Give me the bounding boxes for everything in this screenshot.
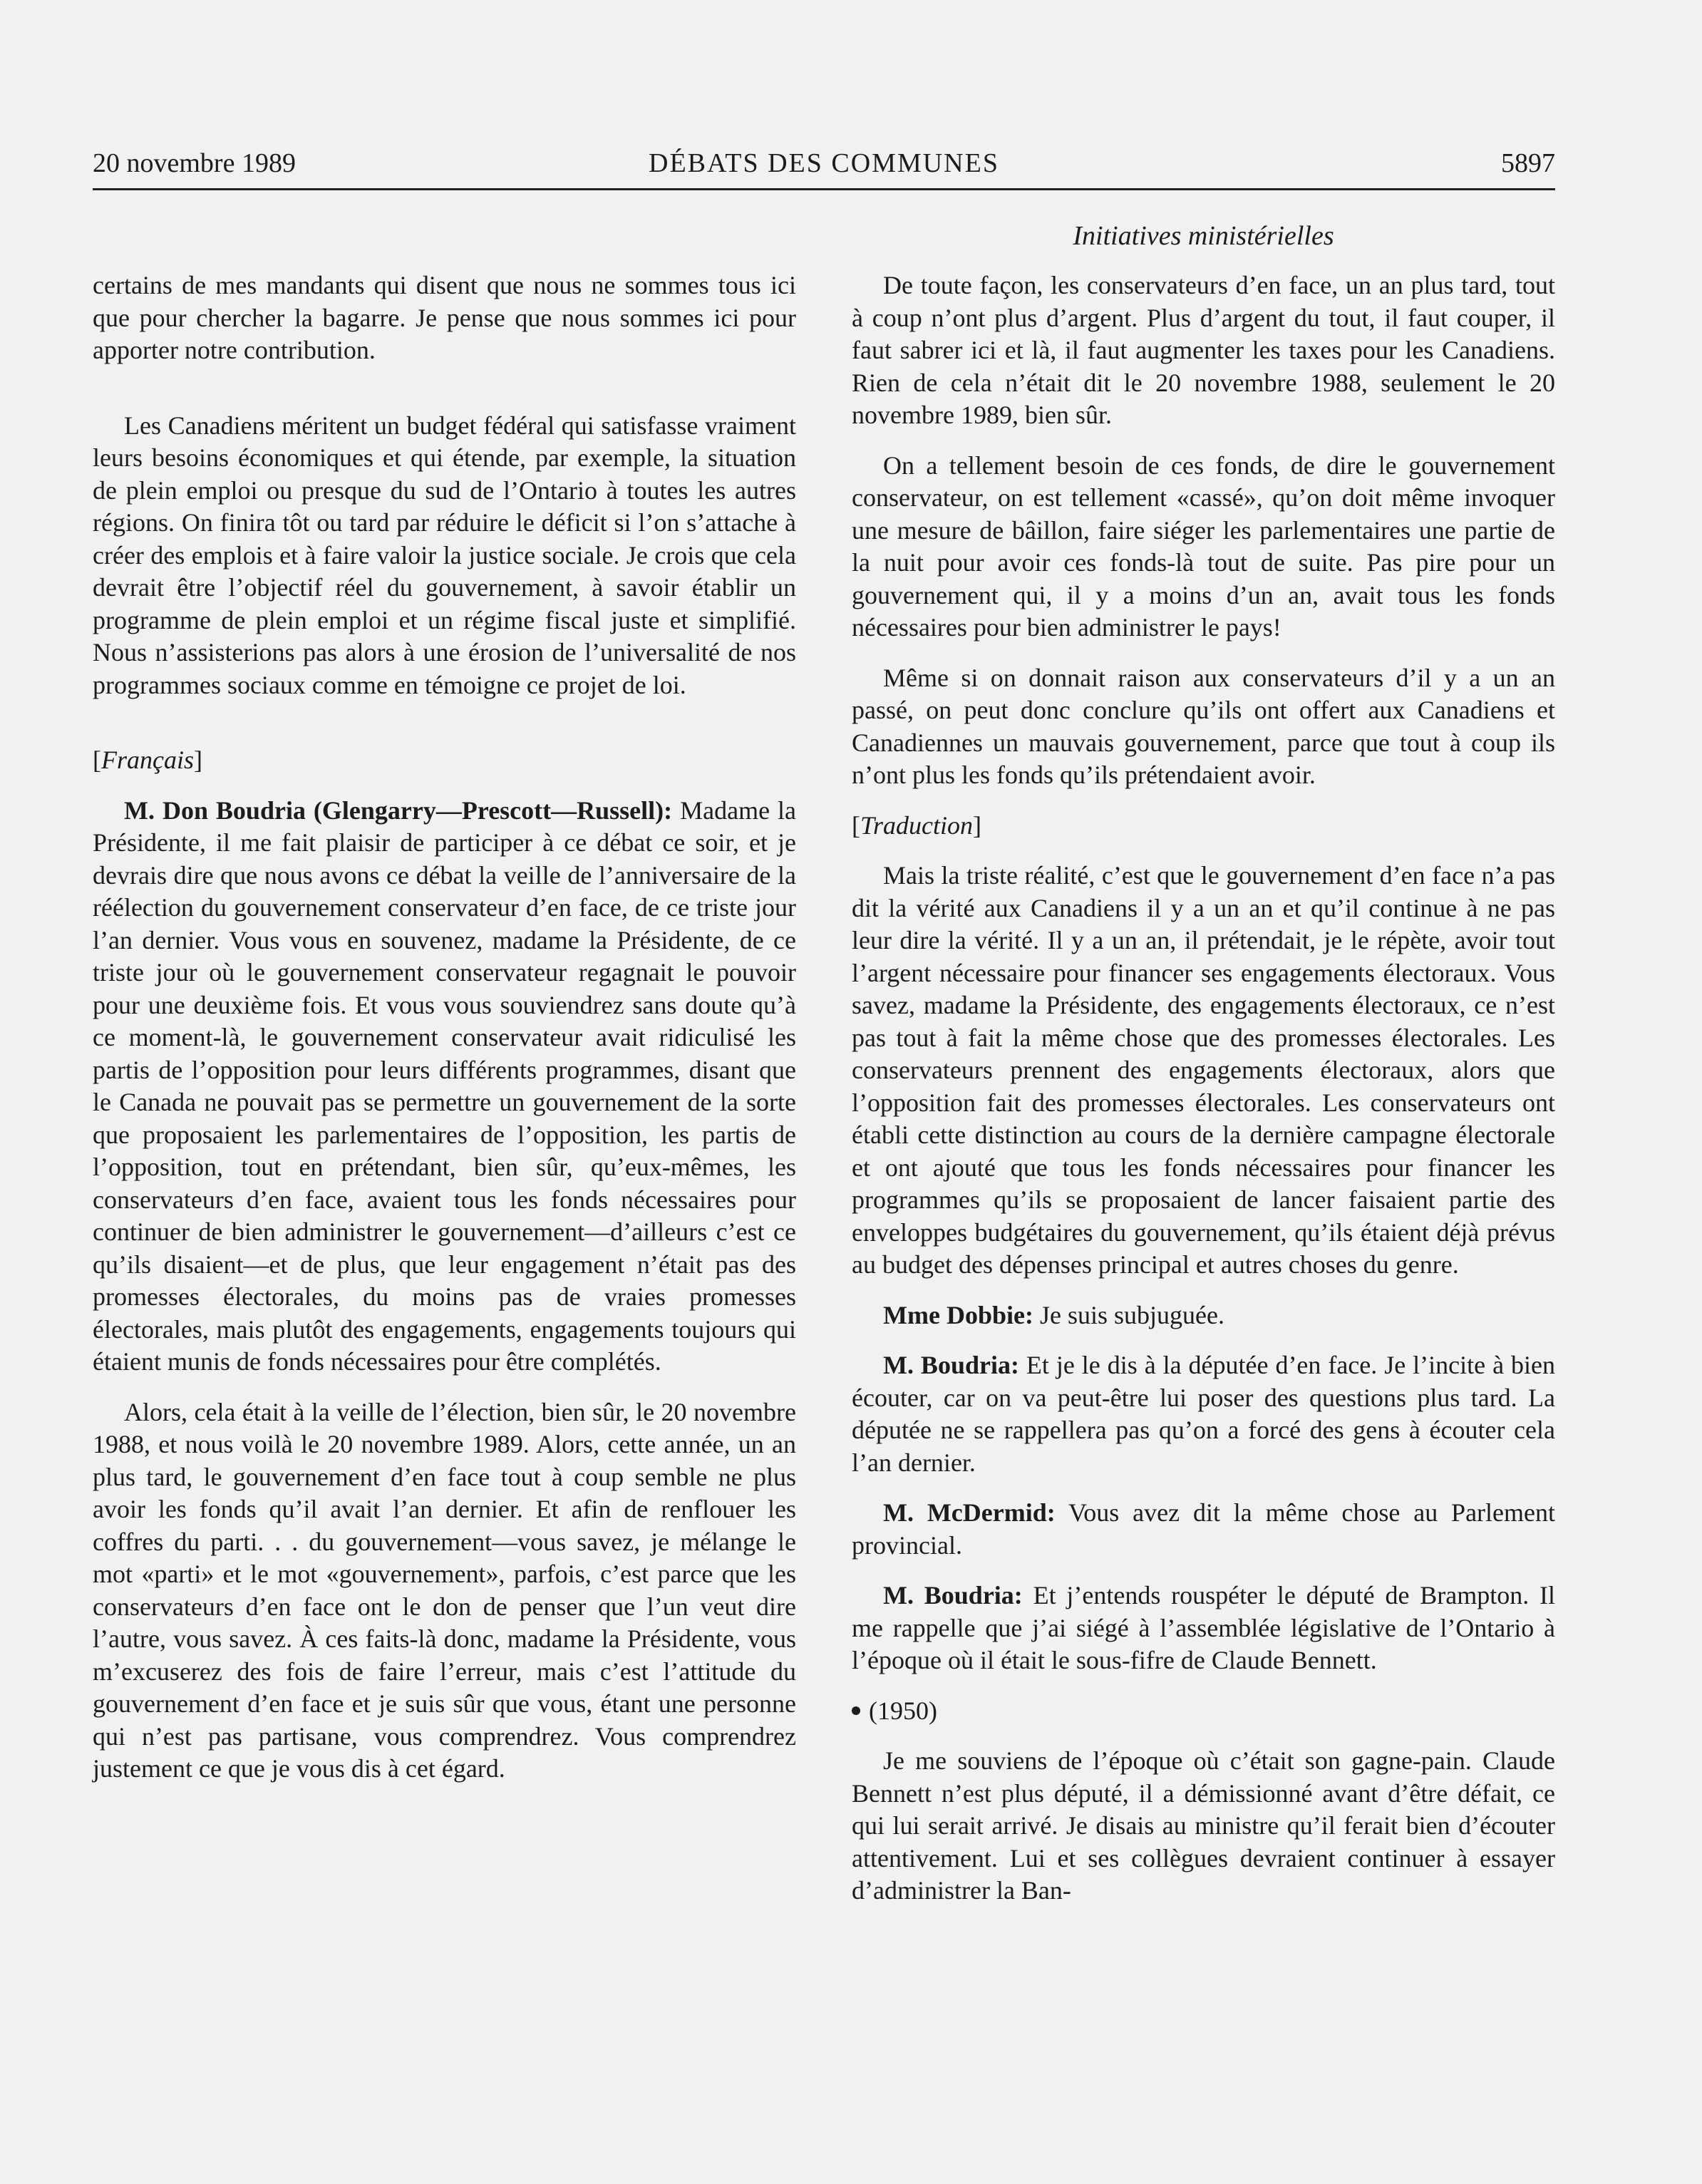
paragraph: Les Canadiens méritent un budget fédéral qui satisfasse vraiment leurs besoins économiques et qui étende, par exemple, la situation de plein emploi ou presque du sud de l’Ontario à toutes les autres régions. On finira tôt ou tard par réduire le déficit si l’on s’attache à créer des emplois et à faire valoir la justice sociale. Je crois que cela devrait être l’objectif réel du gouvernement, à savoir établir un programme de plein emploi et un régime fiscal juste et simplifié. Nous n’assisterions pas alors à une érosion de l’universalité de nos programmes sociaux comme en témoigne ce projet de loi. (93, 411, 796, 699)
speaker-name: M. Don Boudria (Glengarry—Prescott—Russell): (124, 795, 673, 825)
speech-text: Madame la Présidente, il me fait plaisir de participer à ce débat ce soir, et je devrais dire que nous avons ce débat la veille de l’anniversaire de la réélection du gouvernement conservateur d’en face, de ce triste jour l’an dernier. Vous vous en souvenez, madame la Présidente, de ce triste jour où le gouvernement conservateur regagnait le pouvoir pour une deuxième fois. Et vous vous souviendrez sans doute qu’à ce moment-là, le gouvernement conservateur avait ridiculisé les partis de l’opposition pour leurs différents programmes, disant que le Canada ne pouvait pas se permettre un gouvernement de la sorte que proposaient les parlementaires de l’opposition, les partis de l’opposition, tout en prétendant, bien sûr, qu’eux-mêmes, les conservateurs d’en face, avaient tous les fonds nécessaires pour continuer de bien administrer le gouvernement—d’ailleurs c’est ce qu’ils disaient—et de plus, que leur engagement n’était pas des promesses électorales, du moins pas de vraies promesses électorales, mais plutôt des engagements, engagements toujours qui étaient munis de fonds nécessaires pour être complétés. (93, 795, 796, 1376)
left-column (93, 269, 796, 1803)
language-tag: [Français] (93, 746, 202, 774)
paragraph: Je me souviens de l’époque où c’était son gagne-pain. Claude Bennett n’est plus député, il a démissionné avant d’être défait, ce qui lui serait arrivé. Je disais au ministre qu’il ferait bien d’écouter attentivement. Lui et ses collègues devraient continuer à essayer d’administrer la Ban- (852, 1746, 1555, 1905)
paragraph: Alors, cela était à la veille de l’élection, bien sûr, le 20 novembre 1988, et nous voilà le 20 novembre 1989. Alors, cette année, un an plus tard, le gouvernement d’en face tout à coup semble ne plus avoir les fonds qu’il avait l’an dernier. Et afin de renflouer les coffres du parti. . . du gouvernement—vous savez, je mélange le mot «parti» et le mot «gouvernement», parfois, c’est parce que les conservateurs d’en face ont le don de penser que l’un veut dire l’autre, vous savez. À ces faits-là donc, madame la Présidente, vous m’excuserez des fois de faire l’erreur, mais c’est l’attitude du gouvernement d’en face et je suis sûr que vous, étant une personne qui n’est pas partisane, vous comprendrez. Vous comprendrez justement ce que je vous dis à cet égard. (93, 1397, 796, 1783)
bullet-icon (852, 1706, 860, 1715)
speaker-name: M. Boudria: (883, 1581, 1023, 1609)
speaker-name: M. McDermid: (883, 1498, 1056, 1527)
paragraph: On a tellement besoin de ces fonds, de dire le gouvernement conservateur, on est tellement «cassé», qu’on doit même invoquer une mesure de bâillon, faire siéger les parlementaires une partie de la nuit pour avoir ces fonds-là tout de suite. Pas pire pour un gouvernement qui, il y a moins d’un an, avait tous les fonds nécessaires pour bien administrer le pays! (852, 450, 1555, 642)
speech (852, 1580, 1555, 1677)
paragraph: De toute façon, les conservateurs d’en face, un an plus tard, tout à coup n’ont plus d’argent. Plus d’argent du tout, il faut couper, il faut sabrer ici et là, il faut augmenter les taxes pour les Canadiens. Rien de cela n’était dit le 20 novembre 1988, seulement le 20 novembre 1989, bien sûr. (852, 271, 1555, 429)
page-header (93, 143, 1555, 190)
paragraph: Mais la triste réalité, c’est que le gouvernement d’en face n’a pas dit la vérité aux Canadiens il y a un an et qu’il continue à ne pas leur dire la vérité. Il y a un an, il prétendait, je le répète, avoir tout l’argent nécessaire pour financer ses engagements électoraux. Vous savez, madame la Présidente, des engagements électoraux, ce n’est pas tout à fait la même chose que des promesses électorales. Les conservateurs prennent des engagements électoraux, alors que l’opposition fait des promesses électorales. Les conservateurs ont établi cette distinction au cours de la dernière campagne électorale et ont ajouté que tous les fonds nécessaires pour financer les programmes qu’ils se proposaient de lancer faisaient partie des enveloppes budgétaires du gouvernement, qu’ils étaient déjà prévus au budget des dépenses principal et autres choses du genre. (852, 861, 1555, 1279)
language-tag-text: Traduction (860, 810, 974, 840)
speech-text: Et je le dis à la députée d’en face. Je l’incite à bien écouter, car on va peut-être lui poser des questions plus tard. La députée ne se rappellera pas qu’on a forcé des gens à écouter cela l’an dernier. (852, 1351, 1555, 1477)
section-label: Initiatives ministérielles (1073, 221, 1334, 251)
paragraph: certains de mes mandants qui disent que nous ne sommes tous ici que pour chercher la bagarre. Je pense que nous sommes ici pour apporter notre contribution. (93, 271, 796, 364)
speech (852, 1299, 1555, 1332)
time-marker-text: (1950) (869, 1696, 937, 1725)
header-title: DÉBATS DES COMMUNES (649, 148, 999, 178)
speech (852, 1349, 1555, 1479)
time-marker (852, 1695, 1555, 1728)
speech-text: Et j’entends rouspéter le député de Brampton. Il me rappelle que j’ai siégé à l’assemblée législative de l’Ontario à l’époque où il était le sous-fifre de Claude Bennett. (852, 1581, 1555, 1674)
header-date: 20 novembre 1989 (93, 148, 296, 178)
page-number: 5897 (1501, 148, 1555, 178)
language-tag-text: Français (101, 746, 194, 774)
speech (852, 1497, 1555, 1562)
language-tag: [Traduction] (852, 810, 982, 840)
speaker-name: Mme Dobbie: (883, 1300, 1033, 1329)
speech (93, 795, 796, 1379)
right-column (852, 269, 1555, 1925)
speaker-name: M. Boudria: (883, 1351, 1019, 1379)
speech-text: Vous avez dit la même chose au Parlement provincial. (852, 1498, 1556, 1560)
paragraph: Même si on donnait raison aux conservateurs d’il y a un an passé, on peut donc conclure qu’ils ont offert aux Canadiens et Canadiennes un mauvais gouvernement, parce que tout à coup ils n’ont plus les fonds qu’ils prétendaient avoir. (852, 663, 1555, 789)
speech-text: Je suis subjuguée. (1033, 1300, 1224, 1329)
